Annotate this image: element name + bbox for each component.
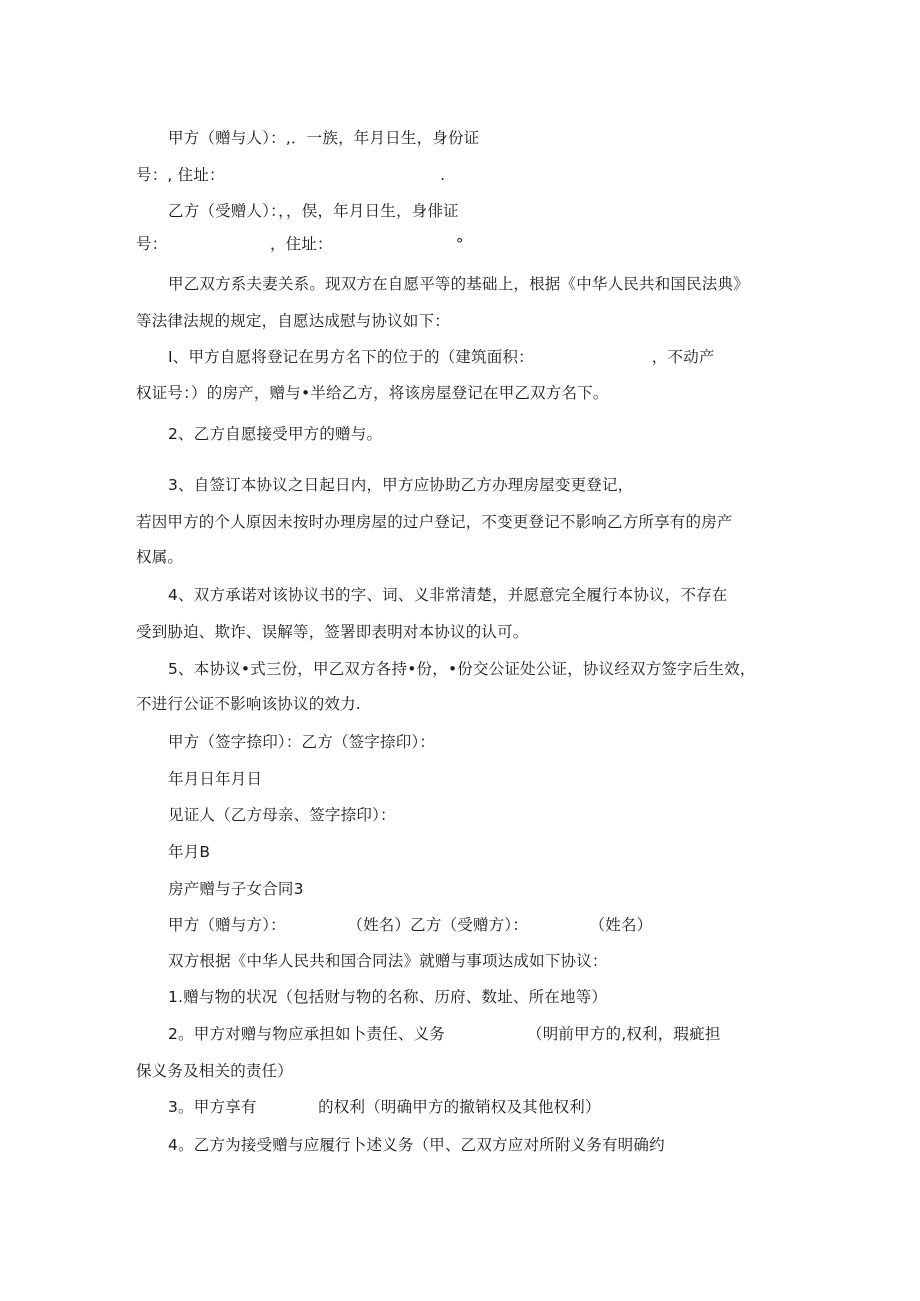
- party-b-address: 号： ，住址： °: [136, 235, 464, 253]
- clause-4-line-2: 受到胁迫、欺诈、误解等，签署即表明对本协议的认可。: [136, 623, 529, 641]
- signature-line: 甲方（签字捺印）：乙方（签字捺印）：: [168, 733, 436, 751]
- signature-dates: 年月日年月日: [168, 770, 263, 788]
- contract-item-3: 3。甲方享有 的权利（明确甲方的撤销权及其他权利）: [168, 1098, 601, 1116]
- clause-3-line-2: 若因甲方的个人原因未按时办理房屋的过户登记，不变更登记不影响乙方所享有的房产: [136, 513, 733, 531]
- clause-1-line-1: I、甲方自愿将登记在男方名下的位于的（建筑面积： ，不动产: [168, 348, 715, 366]
- clause-2: 2、乙方自愿接受甲方的赠与。: [168, 425, 383, 443]
- contract-item-2-line-1: 2。甲方对赠与物应承担如卜责任、义务 （明前甲方的,权利，瑕疵担: [168, 1025, 721, 1043]
- clause-1-line-2: 权证号：）的房产，赠与•半给乙方，将该房屋登记在甲乙双方名下。: [136, 384, 609, 402]
- clause-3-line-3: 权属。: [136, 548, 184, 566]
- clause-5-line-1: 5、本协议•式三份，甲乙双方各持•份，•份交公证处公证，协议经双方签字后生效，: [168, 660, 756, 678]
- party-a-address: 号：, 住址： .: [136, 166, 446, 184]
- witness-date: 年月B: [168, 843, 211, 861]
- preamble-line-2: 等法律法规的规定，自愿达成慰与协议如下：: [136, 312, 451, 330]
- preamble-line-1: 甲乙双方系夫妻关系。现双方在自愿平等的基础上，根据《中华人民共和国民法典》: [168, 275, 749, 293]
- section-title: 房产赠与子女合同3: [168, 880, 304, 898]
- contract-parties: 甲方（赠与方）： （姓名）乙方（受赠方）： （姓名）: [168, 916, 653, 934]
- party-a-intro: 甲方（赠与人）：,．一族，年月日生，身份证: [168, 129, 480, 147]
- clause-5-line-2: 不进行公证不影响该协议的效力.: [136, 695, 361, 713]
- contract-preamble: 双方根据《中华人民共和国合同法》就赠与事项达成如下协议：: [168, 952, 608, 970]
- contract-item-4: 4。乙方为接受赠与应履行卜述义务（甲、乙双方应对所附义务有明确约: [168, 1136, 665, 1154]
- party-b-intro: 乙方（受赠人）：，，俣，年月日生，身俳证: [168, 202, 459, 220]
- clause-4-line-1: 4、双方承诺对该协议书的字、词、义非常清楚，并愿意完全履行本协议，不存在: [168, 586, 728, 604]
- witness-line: 见证人（乙方母亲、签字捺印）：: [168, 806, 396, 824]
- clause-3-line-1: 3、自签订本协议之日起日内，甲方应协助乙方办理房屋变更登记，: [168, 476, 634, 494]
- contract-item-2-line-2: 保义务及相关的责任）: [136, 1062, 294, 1080]
- contract-item-1: 1.赠与物的状况（包括财与物的名称、历府、数址、所在地等）: [168, 988, 608, 1006]
